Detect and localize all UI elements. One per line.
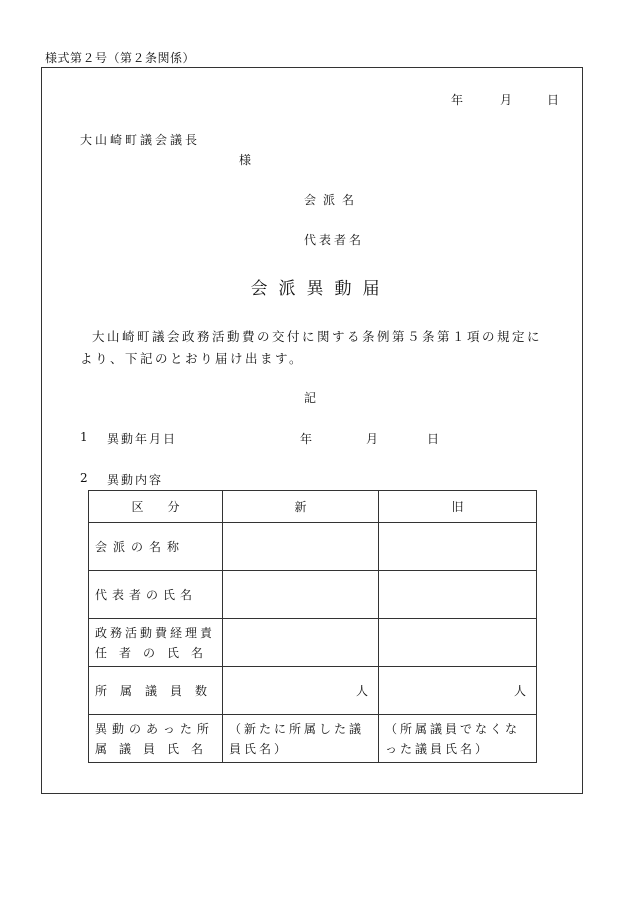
- item1-year: 年: [300, 432, 313, 446]
- row-label-line1: 政務活動費経理責: [95, 625, 216, 640]
- table-header-row: [89, 491, 537, 523]
- recipient: 大山崎町議会議長: [80, 133, 201, 147]
- header-old: 旧: [379, 491, 537, 523]
- old-note-line1: （所属議員でなくな: [385, 721, 521, 736]
- row-label: [89, 619, 223, 667]
- date-day-label: 日: [547, 93, 560, 107]
- old-member-names[interactable]: [379, 715, 537, 763]
- item1-number: 1: [80, 430, 88, 444]
- item2-label: 異動内容: [107, 473, 164, 487]
- item2-number: 2: [80, 471, 88, 485]
- new-note-line2: 員氏名）: [229, 741, 290, 756]
- row-label-line2: 属 議 員 氏 名: [95, 741, 204, 756]
- row-label: [89, 715, 223, 763]
- old-cell[interactable]: [379, 619, 537, 667]
- item1-label: 異動年月日: [107, 432, 178, 446]
- honorific: 様: [239, 153, 252, 167]
- old-cell[interactable]: [379, 523, 537, 571]
- change-table: [88, 490, 537, 763]
- row-label: 代表者の氏名: [89, 571, 223, 619]
- date-month-label: 月: [500, 93, 513, 107]
- row-label: 会派の名称: [89, 523, 223, 571]
- form-number: 様式第２号（第２条関係）: [45, 51, 196, 65]
- table-row: [89, 667, 537, 715]
- table-row: [89, 523, 537, 571]
- old-note-line2: った議員氏名）: [385, 741, 491, 756]
- new-member-count[interactable]: 人: [223, 667, 379, 715]
- table-row: [89, 619, 537, 667]
- old-cell[interactable]: [379, 571, 537, 619]
- row-label-line2: 任 者 の 氏 名: [95, 645, 204, 660]
- new-note-line1: （新たに所属した議: [229, 721, 365, 736]
- representative-label: 代表者名: [304, 233, 365, 247]
- ki-heading: 記: [304, 391, 317, 405]
- new-member-names[interactable]: [223, 715, 379, 763]
- old-member-count[interactable]: 人: [379, 667, 537, 715]
- table-row: [89, 715, 537, 763]
- header-new: 新: [223, 491, 379, 523]
- new-cell[interactable]: [223, 619, 379, 667]
- row-label-line1: 異動のあった所: [95, 721, 214, 736]
- row-label: 所属議員数: [89, 667, 223, 715]
- document-title: 会派異動届: [250, 279, 391, 299]
- item1-month: 月: [366, 432, 379, 446]
- new-cell[interactable]: [223, 571, 379, 619]
- table-row: [89, 571, 537, 619]
- new-cell[interactable]: [223, 523, 379, 571]
- item1-day: 日: [427, 432, 440, 446]
- header-category: 区 分: [89, 491, 223, 523]
- body-text: 大山崎町議会政務活動費の交付に関する条例第５条第１項の規定により、下記のとおり届け出ます。: [80, 329, 543, 366]
- faction-name-label: 会派名: [304, 193, 362, 207]
- date-year-label: 年: [451, 93, 464, 107]
